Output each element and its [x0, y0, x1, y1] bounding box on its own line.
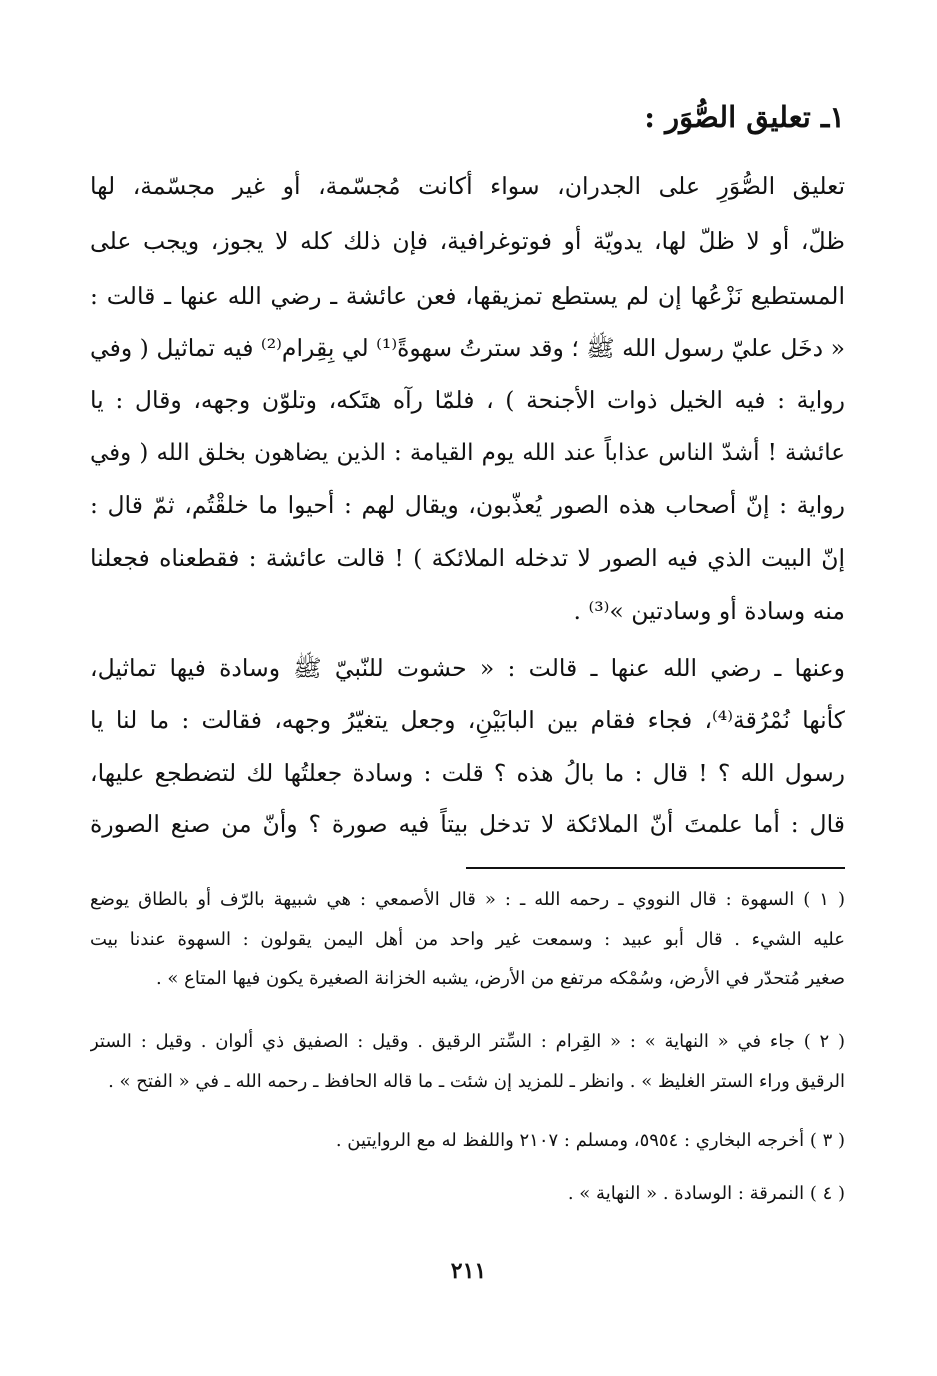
footnote-divider: [466, 867, 845, 869]
text-line: ظلّ، أو لا ظلّ لها، يدويّة أو فوتوغرافية، فإن ذلك كله لا يجوز، ويجب على: [90, 227, 845, 255]
footnote-line: الرقيق وراء الستر الغليظ » . وانظر ـ للمزيد إن شئت ـ ما قاله الحافظ ـ رحمه الله ـ في « الفتح » .: [108, 1071, 845, 1092]
text-line: إنّ البيت الذي فيه الصور لا تدخله الملائكة ) ! قالت عائشة : فقطعناه فجعلنا: [90, 544, 845, 572]
page-number: ٢١١: [450, 1258, 487, 1284]
section-heading: ١ـ تعليق الصُّوَر :: [644, 100, 845, 134]
footnote-line: عليه الشيء . قال أبو عبيد : وسمعت غير واحد من أهل اليمن يقولون : السهوة عندنا بيت: [90, 929, 845, 950]
text-line: تعليق الصُّوَرِ على الجدران، سواء أكانت مُجسّمة، أو غير مجسّمة، لها: [90, 172, 845, 200]
text-line: وعنها ـ رضي الله عنها ـ قالت : « حشوت للنّبيّ ﷺ وسادة فيها تماثيل،: [90, 654, 845, 682]
footnote-line: ( ٤ ) النمرقة : الوسادة . « النهاية » .: [567, 1183, 845, 1204]
text-line: كأنها نُمْرُقة⁽⁴⁾، فجاء فقام بين البابَيْنِ، وجعل يتغيّرُ وجهه، فقالت : ما لنا يا: [90, 706, 845, 734]
text-line: رواية : فيه الخيل ذوات الأجنحة ) ، فلمّا رآه هتَكه، وتلوّن وجهه، وقال : يا: [90, 386, 845, 414]
text-line: عائشة ! أشدّ الناس عذاباً عند الله يوم القيامة : الذين يضاهون بخلق الله ( وفي: [90, 440, 845, 466]
text-line: المستطيع نَزْعُها إن لم يستطع تمزيقها، فعن عائشة ـ رضي الله عنها ـ قالت :: [90, 282, 845, 310]
footnote-line: ( ٣ ) أخرجه البخاري : ٥٩٥٤، ومسلم : ٢١٠٧ واللفظ له مع الروايتين .: [335, 1130, 845, 1151]
footnote-line: صغير مُتحدّر في الأرض، وسُمْكه مرتفع من الأرض، يشبه الخزانة الصغيرة يكون فيها المتاع » .: [155, 968, 845, 989]
text-line: رسول الله ؟ ! قال : ما بالُ هذه ؟ قلت : وسادة جعلتُها لك لتضطجع عليها،: [90, 759, 845, 787]
footnote-line: ( ٢ ) جاء في « النهاية » : « القِرام : السِّتر الرقيق . وقيل : الصفيق ذي ألوان . وقيل : الستر: [90, 1031, 845, 1052]
text-line: منه وسادة أو وسادتين »⁽³⁾ .: [573, 597, 845, 625]
text-line: رواية : إنّ أصحاب هذه الصور يُعذّبون، ويقال لهم : أحيوا ما خلقْتُم، ثمّ قال :: [90, 491, 845, 519]
text-line: « دخَل عليّ رسول الله ﷺ ؛ وقد سترتُ سهوةً⁽¹⁾ لي بِقِرام⁽²⁾ فيه تماثيل ( وفي: [90, 334, 845, 362]
text-line: قال : أما علمتَ أنّ الملائكة لا تدخل بيتاً فيه صورة ؟ وأنّ من صنع الصورة: [90, 810, 845, 838]
footnote-line: ( ١ ) السهوة : قال النووي ـ رحمه الله ـ : « قال الأصمعي : هي شبيهة بالرّف أو بالطاق يوضع: [90, 889, 845, 910]
